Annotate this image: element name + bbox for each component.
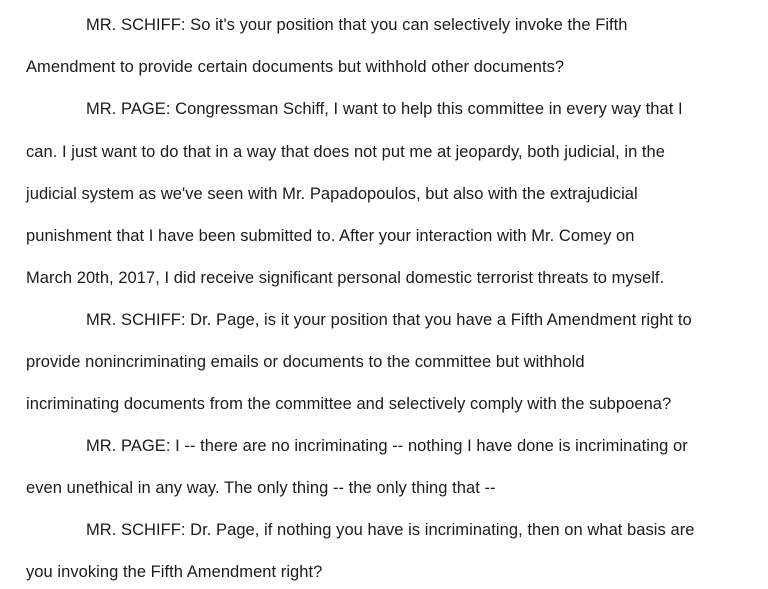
transcript-line-3: MR. PAGE: Congressman Schiff, I want to help this committee in every way that I bbox=[86, 100, 683, 118]
transcript-line-13: MR. SCHIFF: Dr. Page, if nothing you have is incriminating, then on what basis are bbox=[86, 521, 695, 539]
transcript-line-5: judicial system as we've seen with Mr. Papadopoulos, but also with the extrajudicial bbox=[26, 185, 638, 203]
transcript-line-12: even unethical in any way. The only thing -- the only thing that -- bbox=[26, 479, 496, 497]
transcript-line-11: MR. PAGE: I -- there are no incriminating -- nothing I have done is incriminating or bbox=[86, 437, 688, 455]
transcript-line-2: Amendment to provide certain documents but withhold other documents? bbox=[26, 58, 565, 76]
transcript-line-9: provide nonincriminating emails or documents to the committee but withhold bbox=[26, 353, 585, 371]
transcript-line-10: incriminating documents from the committee and selectively comply with the subpoena? bbox=[26, 395, 672, 413]
transcript-line-4: can. I just want to do that in a way that does not put me at jeopardy, both judicial, in the bbox=[26, 143, 666, 161]
transcript-line-1: MR. SCHIFF: So it's your position that you can selectively invoke the Fifth bbox=[86, 16, 628, 34]
transcript-line-14: you invoking the Fifth Amendment right? bbox=[26, 563, 323, 581]
transcript-line-6: punishment that I have been submitted to. After your interaction with Mr. Comey on bbox=[26, 227, 635, 245]
transcript-line-7: March 20th, 2017, I did receive significant personal domestic terrorist threats to myself. bbox=[26, 269, 665, 287]
transcript-line-8: MR. SCHIFF: Dr. Page, is it your position that you have a Fifth Amendment right to bbox=[86, 311, 692, 329]
